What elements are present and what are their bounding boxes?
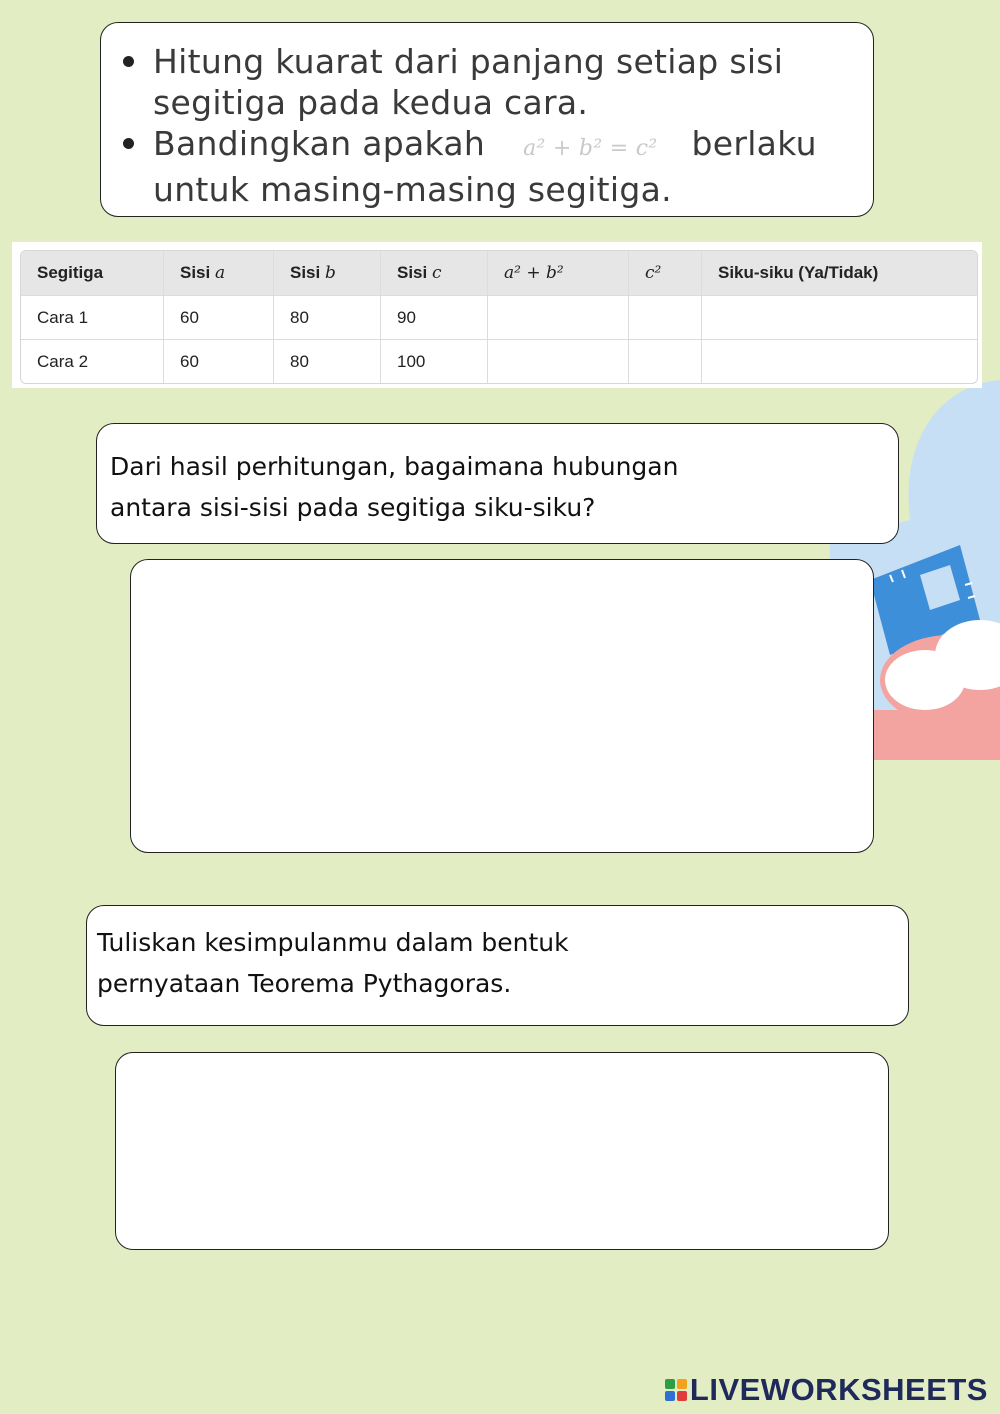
question-2-line: Tuliskan kesimpulanmu dalam bentuk — [97, 928, 569, 957]
table-row — [21, 340, 977, 383]
input-c2[interactable] — [629, 340, 702, 383]
input-c2[interactable] — [629, 296, 702, 340]
header-c2: c² — [629, 251, 702, 296]
input-siku-siku[interactable] — [702, 296, 977, 340]
formula-image: a² + b² = c² — [523, 136, 658, 161]
answer-2-textbox[interactable] — [115, 1052, 889, 1250]
question-1-line: Dari hasil perhitungan, bagaimana hubungan — [110, 452, 679, 481]
table-row — [21, 296, 977, 340]
header-a2-plus-b2: a² + b² — [488, 251, 629, 296]
cell-sisi-a: 60 — [164, 296, 274, 340]
input-siku-siku[interactable] — [702, 340, 977, 383]
input-a2-plus-b2[interactable] — [488, 296, 629, 340]
instruction-item: Hitung kuarat dari panjang setiap sisi segitiga pada kedua cara. — [123, 41, 857, 123]
answer-1-textbox[interactable] — [130, 559, 874, 853]
header-sisi-c: Sisi c — [381, 251, 488, 296]
cell-segitiga: Cara 2 — [21, 340, 164, 383]
brand-text: LIVEWORKSHEETS — [689, 1372, 988, 1407]
pythagoras-table — [20, 250, 978, 384]
cell-segitiga: Cara 1 — [21, 296, 164, 340]
cell-sisi-a: 60 — [164, 340, 274, 383]
cell-sisi-b: 80 — [274, 296, 381, 340]
header-siku-siku: Siku-siku (Ya/Tidak) — [702, 251, 977, 296]
liveworksheets-icon — [665, 1379, 687, 1401]
header-segitiga: Segitiga — [21, 251, 164, 296]
instruction-item: Bandingkan apakah a² + b² = c² berlaku untuk masing-masing segitiga. — [123, 123, 857, 210]
question-1-line: antara sisi-sisi pada segitiga siku-siku? — [110, 493, 596, 522]
liveworksheets-logo — [665, 1372, 988, 1408]
cell-sisi-c: 100 — [381, 340, 488, 383]
question-2-box — [86, 905, 909, 1026]
table-container — [12, 242, 982, 388]
header-sisi-b: Sisi b — [274, 251, 381, 296]
table-header-row — [21, 251, 977, 296]
header-sisi-a: Sisi a — [164, 251, 274, 296]
cell-sisi-c: 90 — [381, 296, 488, 340]
question-1-box — [96, 423, 899, 544]
instructions-box — [100, 22, 874, 217]
input-a2-plus-b2[interactable] — [488, 340, 629, 383]
question-2-line: pernyataan Teorema Pythagoras. — [97, 969, 512, 998]
cell-sisi-b: 80 — [274, 340, 381, 383]
